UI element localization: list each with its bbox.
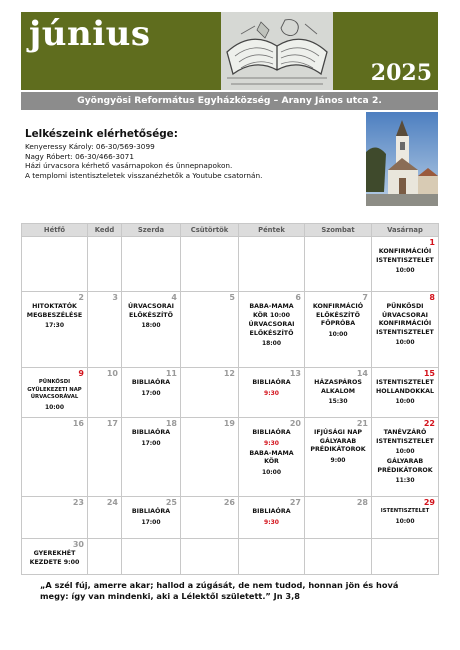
calendar-day-cell [22, 418, 88, 497]
address-banner: Gyöngyösi Református Egyházközség – Arany János utca 2. [21, 92, 438, 110]
event-time: 10:00 [395, 448, 415, 456]
day-number: 24 [106, 498, 118, 507]
calendar-week-row [22, 292, 439, 368]
calendar-day-cell [305, 368, 372, 418]
calendar-day-cell [88, 368, 122, 418]
event-title: PÜNKÖSDI ÚRVACSORAI KONFIRMÁCIÓI ISTENTISZTELET [376, 303, 434, 336]
event-title: BIBLIAÓRA [131, 429, 171, 436]
event-time: 10:00 [328, 330, 348, 338]
calendar-day-cell [88, 292, 122, 368]
weekday-header: Szombat [305, 224, 372, 237]
calendar-day-cell [122, 292, 181, 368]
calendar-day-cell [122, 539, 181, 575]
day-number: 18 [165, 419, 177, 428]
calendar-week-row [22, 368, 439, 418]
day-number: 8 [429, 293, 435, 302]
day-number [124, 539, 178, 550]
day-number: 28 [356, 498, 368, 507]
weekday-header: Hétfő [22, 224, 88, 237]
event-time: 10:00 [44, 403, 65, 411]
day-number: 25 [165, 498, 177, 507]
day-number: 2 [78, 293, 84, 302]
day-number [307, 237, 369, 248]
event-time: 9:30 [264, 439, 279, 447]
day-number: 9 [78, 369, 84, 378]
calendar-day-cell [372, 368, 439, 418]
calendar-day-cell [372, 539, 439, 575]
calendar-day-cell [181, 539, 239, 575]
calendar-week-row [22, 497, 439, 539]
day-number: 3 [112, 293, 118, 302]
event-time: 15:30 [328, 398, 348, 406]
contact-section [25, 128, 360, 180]
day-number: 22 [423, 419, 435, 428]
day-number [374, 539, 436, 550]
calendar-day-cell [239, 497, 305, 539]
calendar-day-cell [122, 497, 181, 539]
event-title: KONFIRMÁCIÓI ISTENTISZTELET [376, 248, 434, 264]
calendar-day-cell [181, 368, 239, 418]
event-time: 10:00 [261, 468, 282, 476]
event-time: 9:30 [264, 518, 279, 526]
day-number: 5 [229, 293, 235, 302]
event-time: 17:30 [44, 322, 65, 330]
event-time: 11:30 [395, 477, 415, 485]
calendar-day-cell [22, 497, 88, 539]
event-time: 10:00 [395, 517, 415, 525]
event-title: GYEREKHÉT KEZDETE 9:00 [29, 550, 80, 566]
event-time: 18:00 [261, 340, 282, 348]
calendar-day-cell [181, 292, 239, 368]
event-title: TANÉVZÁRÓ ISTENTISZTELET [376, 429, 434, 445]
event-time: 18:00 [141, 322, 161, 330]
day-number: 30 [72, 540, 84, 549]
month-title: június [29, 14, 151, 54]
calendar-week-row [22, 237, 439, 292]
contact-line: A templomi istentiszteletek visszanézhetők a Youtube csatornán. [25, 170, 263, 180]
calendar-day-cell [239, 237, 305, 292]
day-number: 16 [72, 419, 84, 428]
event-title: GÁLYARAB PRÉDIKÁTOROK [377, 458, 433, 474]
bible-quote: „A szél fúj, amerre akar; hallod a zúgását, de nem tudod, honnan jön és hová megy: így van mindenki, aki a Lélektől született.” Jn 3,8 [40, 580, 399, 601]
calendar-day-cell [122, 237, 181, 292]
day-number [241, 237, 302, 248]
calendar-day-cell [305, 539, 372, 575]
calendar-day-cell [181, 237, 239, 292]
day-number: 17 [106, 419, 118, 428]
calendar-day-cell [88, 539, 122, 575]
calendar-day-cell [372, 497, 439, 539]
event-title: HITOKTATÓK MEGBESZÉLÉSE [26, 303, 83, 319]
day-number: 29 [423, 498, 435, 507]
calendar-day-cell [88, 237, 122, 292]
contact-line: Kenyeressy Károly: 06-30/569-3099 [25, 142, 155, 151]
open-bible-icon [221, 12, 333, 90]
day-number: 1 [429, 238, 435, 247]
month-calendar [21, 223, 439, 575]
event-title: PÜNKÖSDI GYÜLEKEZETI NAP ÚRVACSORÁVAL [27, 379, 82, 401]
calendar-day-cell [239, 368, 305, 418]
day-number: 12 [223, 369, 235, 378]
weekday-header: Szerda [122, 224, 181, 237]
day-number: 10 [106, 369, 118, 378]
day-number: 7 [362, 293, 368, 302]
day-number: 21 [356, 419, 368, 428]
day-number [183, 539, 236, 550]
calendar-day-cell [239, 292, 305, 368]
day-number: 20 [289, 419, 301, 428]
calendar-day-cell [372, 292, 439, 368]
calendar-day-cell [305, 292, 372, 368]
calendar-day-cell [88, 418, 122, 497]
event-time: 10:00 [395, 267, 415, 275]
contact-title: Lelkészeink elérhetősége: [25, 128, 178, 140]
day-number: 27 [289, 498, 301, 507]
calendar-day-cell [22, 368, 88, 418]
calendar-day-cell [372, 237, 439, 292]
month-header [21, 12, 438, 90]
calendar-day-cell [122, 368, 181, 418]
event-time: 17:00 [141, 389, 161, 397]
event-title: KONFIRMÁCIÓ ELŐKÉSZÍTŐ FŐPRÓBA [312, 303, 364, 328]
calendar-day-cell [305, 418, 372, 497]
event-title: BIBLIAÓRA [252, 508, 291, 515]
calendar-day-cell [181, 497, 239, 539]
day-number: 26 [223, 498, 235, 507]
event-time: 9:30 [264, 389, 279, 397]
calendar-day-cell [181, 418, 239, 497]
day-number [183, 237, 236, 248]
event-title: HÁZASPÁROS ALKALOM [314, 379, 362, 395]
event-time: 9:00 [330, 456, 346, 464]
event-title: BIBLIAÓRA [252, 379, 291, 386]
calendar-day-cell [305, 237, 372, 292]
weekday-header: Péntek [239, 224, 305, 237]
day-number: 13 [289, 369, 301, 378]
weekday-header-row [22, 224, 439, 237]
day-number [90, 539, 119, 550]
calendar-day-cell [372, 418, 439, 497]
event-time: 17:00 [141, 439, 161, 447]
event-title: ÚRVACSORAI ELŐKÉSZÍTŐ [128, 303, 174, 319]
event-title: BIBLIAÓRA [131, 508, 171, 515]
day-number: 15 [423, 369, 435, 378]
day-number: 11 [165, 369, 177, 378]
calendar-week-row [22, 539, 439, 575]
calendar-day-cell [239, 539, 305, 575]
event-title: IFJÚSÁGI NAP GÁLYARAB PRÉDIKÁTOROK [310, 429, 366, 454]
event-title: BIBLIAÓRA [252, 429, 291, 436]
contact-line: Házi úrvacsora kérhető vasárnapokon és ünnepnapokon. [25, 161, 233, 171]
weekday-header: Vasárnap [372, 224, 439, 237]
event-time: 10:00 [395, 339, 415, 347]
day-number [124, 237, 178, 248]
calendar-day-cell [22, 292, 88, 368]
event-title: BABA-MAMA KÖR 10:00 [249, 303, 294, 319]
event-title: BIBLIAÓRA [131, 379, 171, 386]
year-label: 2025 [370, 60, 432, 86]
weekday-header: Csütörtök [181, 224, 239, 237]
day-number [90, 237, 119, 248]
calendar-week-row [22, 418, 439, 497]
contact-line: Nagy Róbert: 06-30/466-3071 [25, 151, 134, 161]
event-title: ISTENTISZTELET HOLLANDOKKAL [375, 379, 434, 395]
weekday-header: Kedd [88, 224, 122, 237]
church-photo [366, 112, 438, 206]
calendar-day-cell [22, 539, 88, 575]
day-number [241, 539, 302, 550]
calendar-day-cell [22, 237, 88, 292]
event-time: 17:00 [141, 518, 161, 526]
event-time: 10:00 [395, 398, 415, 406]
calendar-day-cell [239, 418, 305, 497]
day-number: 19 [223, 419, 235, 428]
event-title: BABA-MAMA KÖR [249, 449, 294, 466]
calendar-day-cell [305, 497, 372, 539]
day-number: 6 [295, 293, 301, 302]
day-number: 23 [72, 498, 84, 507]
day-number [307, 539, 369, 550]
calendar-day-cell [122, 418, 181, 497]
day-number [24, 237, 85, 248]
event-title: ÚRVACSORAI ELŐKÉSZÍTŐ [248, 321, 295, 337]
day-number: 14 [356, 369, 368, 378]
calendar-day-cell [88, 497, 122, 539]
day-number: 4 [171, 293, 177, 302]
event-title: ISTENTISZTELET [380, 508, 430, 514]
